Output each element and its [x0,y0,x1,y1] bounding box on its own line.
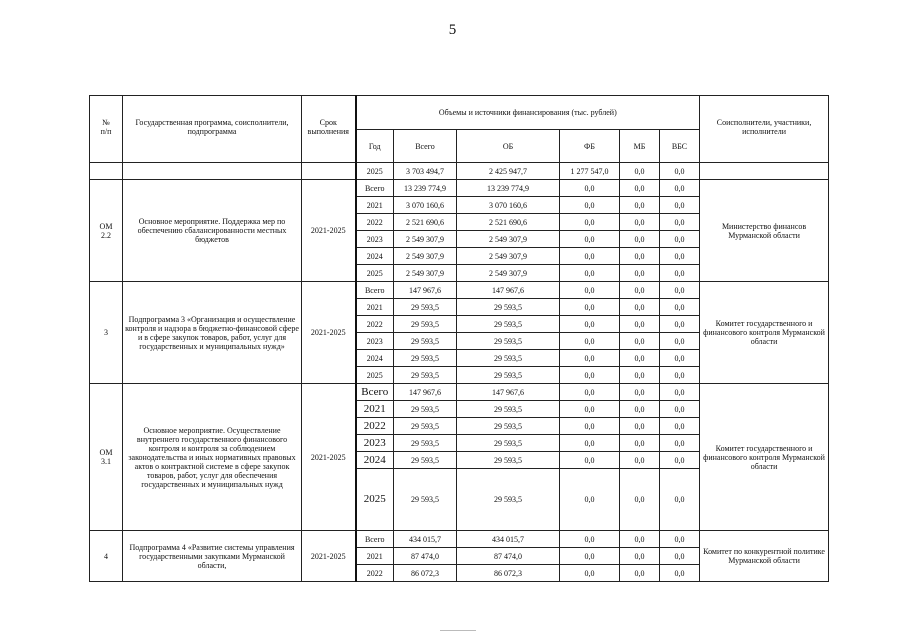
section-title: Основное мероприятие. Осуществление внутреннего государственного финансового контроля и контроля за соблюдением законодательства и иных нормативных правовых актов о контрактной системе в сфере закупок товаров, работ, услуг для обеспечения государственных и муниципальных нужд [123,384,302,531]
section-term: 2021-2025 [302,384,356,531]
table-row [90,531,829,548]
cell-total: 147 967,6 [394,282,457,299]
cell-total: 2 521 690,6 [394,214,457,231]
cell-vbs: 0,0 [660,299,700,316]
cell-year: Всего [356,531,394,548]
cell-ob: 29 593,5 [457,367,560,384]
cell-ob: 86 072,3 [457,565,560,582]
cell-ob: 2 549 307,9 [457,265,560,282]
cell-vbs: 0,0 [660,384,700,401]
cell-ob: 29 593,5 [457,452,560,469]
carry-year: 2025 [356,163,394,180]
cell-year: 2023 [356,435,394,452]
section-num: 3 [90,282,123,384]
cell-vbs: 0,0 [660,401,700,418]
table-row [90,180,829,197]
cell-ob: 29 593,5 [457,469,560,531]
cell-ob: 87 474,0 [457,548,560,565]
section-term: 2021-2025 [302,180,356,282]
cell-fb: 0,0 [560,418,620,435]
cell-mb: 0,0 [620,401,660,418]
cell-year: 2023 [356,333,394,350]
cell-mb: 0,0 [620,418,660,435]
cell-mb: 0,0 [620,350,660,367]
cell-total: 29 593,5 [394,452,457,469]
cell-year: 2022 [356,565,394,582]
cell-total: 29 593,5 [394,299,457,316]
cell-fb: 0,0 [560,299,620,316]
section-term: 2021-2025 [302,282,356,384]
cell-vbs: 0,0 [660,282,700,299]
cell-ob: 3 070 160,6 [457,197,560,214]
table-row [90,282,829,299]
cell-total: 2 549 307,9 [394,248,457,265]
carry-ob: 2 425 947,7 [457,163,560,180]
cell-fb: 0,0 [560,435,620,452]
cell-mb: 0,0 [620,180,660,197]
cell-fb: 0,0 [560,401,620,418]
cell-ob: 2 549 307,9 [457,231,560,248]
cell-mb: 0,0 [620,231,660,248]
header-program: Государственная программа, соисполнители, подпрограмма [123,96,302,163]
cell-year: Всего [356,282,394,299]
cell-vbs: 0,0 [660,435,700,452]
cell-fb: 0,0 [560,282,620,299]
cell-fb: 0,0 [560,367,620,384]
cell-ob: 147 967,6 [457,282,560,299]
cell-total: 29 593,5 [394,418,457,435]
carry-empty [700,163,829,180]
carry-empty [90,163,123,180]
cell-mb: 0,0 [620,265,660,282]
section-num: 4 [90,531,123,582]
cell-year: 2025 [356,469,394,531]
cell-total: 29 593,5 [394,469,457,531]
section-executor: Комитет государственного и финансового контроля Мурманской области [700,282,829,384]
cell-total: 13 239 774,9 [394,180,457,197]
section-title: Подпрограмма 4 «Развитие системы управления государственными закупками Мурманской области, [123,531,302,582]
cell-ob: 13 239 774,9 [457,180,560,197]
cell-fb: 0,0 [560,197,620,214]
cell-year: 2025 [356,367,394,384]
cell-fb: 0,0 [560,452,620,469]
cell-year: 2023 [356,231,394,248]
cell-mb: 0,0 [620,384,660,401]
carry-vbs: 0,0 [660,163,700,180]
cell-fb: 0,0 [560,180,620,197]
cell-vbs: 0,0 [660,248,700,265]
cell-fb: 0,0 [560,248,620,265]
cell-ob: 2 549 307,9 [457,248,560,265]
section-term: 2021-2025 [302,531,356,582]
carry-empty [123,163,302,180]
cell-mb: 0,0 [620,333,660,350]
cell-total: 29 593,5 [394,401,457,418]
cell-vbs: 0,0 [660,197,700,214]
cell-fb: 0,0 [560,548,620,565]
cell-year: Всего [356,384,394,401]
table-body [90,96,829,582]
cell-vbs: 0,0 [660,231,700,248]
cell-total: 29 593,5 [394,435,457,452]
cell-ob: 434 015,7 [457,531,560,548]
section-num: ОМ 3.1 [90,384,123,531]
cell-vbs: 0,0 [660,565,700,582]
cell-vbs: 0,0 [660,469,700,531]
cell-fb: 0,0 [560,565,620,582]
section-title: Основное мероприятие. Поддержка мер по обеспечению сбалансированности местных бюджетов [123,180,302,282]
cell-year: Всего [356,180,394,197]
header-executors: Соисполнители, участники, исполнители [700,96,829,163]
cell-year: 2025 [356,265,394,282]
cell-ob: 29 593,5 [457,299,560,316]
cell-year: 2021 [356,548,394,565]
cell-year: 2021 [356,197,394,214]
cell-total: 434 015,7 [394,531,457,548]
cell-mb: 0,0 [620,435,660,452]
cell-total: 29 593,5 [394,350,457,367]
cell-year: 2021 [356,401,394,418]
cell-year: 2022 [356,316,394,333]
cell-year: 2021 [356,299,394,316]
cell-ob: 29 593,5 [457,333,560,350]
page-number: 5 [448,22,457,38]
section-executor: Министерство финансов Мурманской области [700,180,829,282]
header-mb: МБ [620,130,660,163]
cell-mb: 0,0 [620,316,660,333]
cell-mb: 0,0 [620,565,660,582]
cell-total: 147 967,6 [394,384,457,401]
cell-year: 2022 [356,418,394,435]
cell-fb: 0,0 [560,531,620,548]
header-vbs: ВБС [660,130,700,163]
cell-mb: 0,0 [620,548,660,565]
header-row-1 [90,96,829,130]
cell-mb: 0,0 [620,282,660,299]
section-title: Подпрограмма 3 «Организация и осуществление контроля и надзора в бюджетно-финансовой сфере и в сфере закупок товаров, работ, услуг для государственных и муниципальных нужд» [123,282,302,384]
carry-total: 3 703 494,7 [394,163,457,180]
cell-fb: 0,0 [560,469,620,531]
cell-total: 29 593,5 [394,367,457,384]
cell-mb: 0,0 [620,299,660,316]
section-num: ОМ 2.2 [90,180,123,282]
cell-mb: 0,0 [620,531,660,548]
cell-total: 2 549 307,9 [394,265,457,282]
cell-total: 87 474,0 [394,548,457,565]
cell-fb: 0,0 [560,214,620,231]
table-row [90,384,829,401]
header-fb: ФБ [560,130,620,163]
carry-empty [302,163,356,180]
cell-ob: 2 521 690,6 [457,214,560,231]
cell-fb: 0,0 [560,350,620,367]
cell-vbs: 0,0 [660,531,700,548]
section-executor: Комитет по конкурентной политике Мурманской области [700,531,829,582]
section-executor: Комитет государственного и финансового контроля Мурманской области [700,384,829,531]
cell-vbs: 0,0 [660,367,700,384]
cell-vbs: 0,0 [660,350,700,367]
cell-fb: 0,0 [560,333,620,350]
cell-vbs: 0,0 [660,452,700,469]
cell-ob: 29 593,5 [457,401,560,418]
cell-vbs: 0,0 [660,548,700,565]
cell-total: 29 593,5 [394,316,457,333]
cell-total: 29 593,5 [394,333,457,350]
header-num: № п/п [90,96,123,163]
cell-fb: 0,0 [560,231,620,248]
cell-ob: 147 967,6 [457,384,560,401]
cell-ob: 29 593,5 [457,316,560,333]
cell-fb: 0,0 [560,265,620,282]
carry-row [90,163,829,180]
cell-mb: 0,0 [620,367,660,384]
financing-table [89,95,829,582]
header-year: Год [356,130,394,163]
cell-year: 2024 [356,452,394,469]
cell-vbs: 0,0 [660,180,700,197]
cell-mb: 0,0 [620,197,660,214]
cell-total: 3 070 160,6 [394,197,457,214]
cell-year: 2022 [356,214,394,231]
cell-fb: 0,0 [560,384,620,401]
cell-ob: 29 593,5 [457,418,560,435]
header-ob: ОБ [457,130,560,163]
cell-vbs: 0,0 [660,214,700,231]
cell-mb: 0,0 [620,452,660,469]
cell-total: 2 549 307,9 [394,231,457,248]
cell-ob: 29 593,5 [457,435,560,452]
page-footer-mark [440,630,476,632]
header-total: Всего [394,130,457,163]
cell-vbs: 0,0 [660,265,700,282]
carry-fb: 1 277 547,0 [560,163,620,180]
cell-vbs: 0,0 [660,418,700,435]
cell-ob: 29 593,5 [457,350,560,367]
cell-fb: 0,0 [560,316,620,333]
cell-year: 2024 [356,350,394,367]
cell-mb: 0,0 [620,248,660,265]
header-term: Срок выполнения [302,96,356,163]
cell-vbs: 0,0 [660,333,700,350]
carry-mb: 0,0 [620,163,660,180]
cell-year: 2024 [356,248,394,265]
cell-vbs: 0,0 [660,316,700,333]
header-funding: Объемы и источники финансирования (тыс. рублей) [356,96,700,130]
cell-mb: 0,0 [620,469,660,531]
cell-mb: 0,0 [620,214,660,231]
cell-total: 86 072,3 [394,565,457,582]
